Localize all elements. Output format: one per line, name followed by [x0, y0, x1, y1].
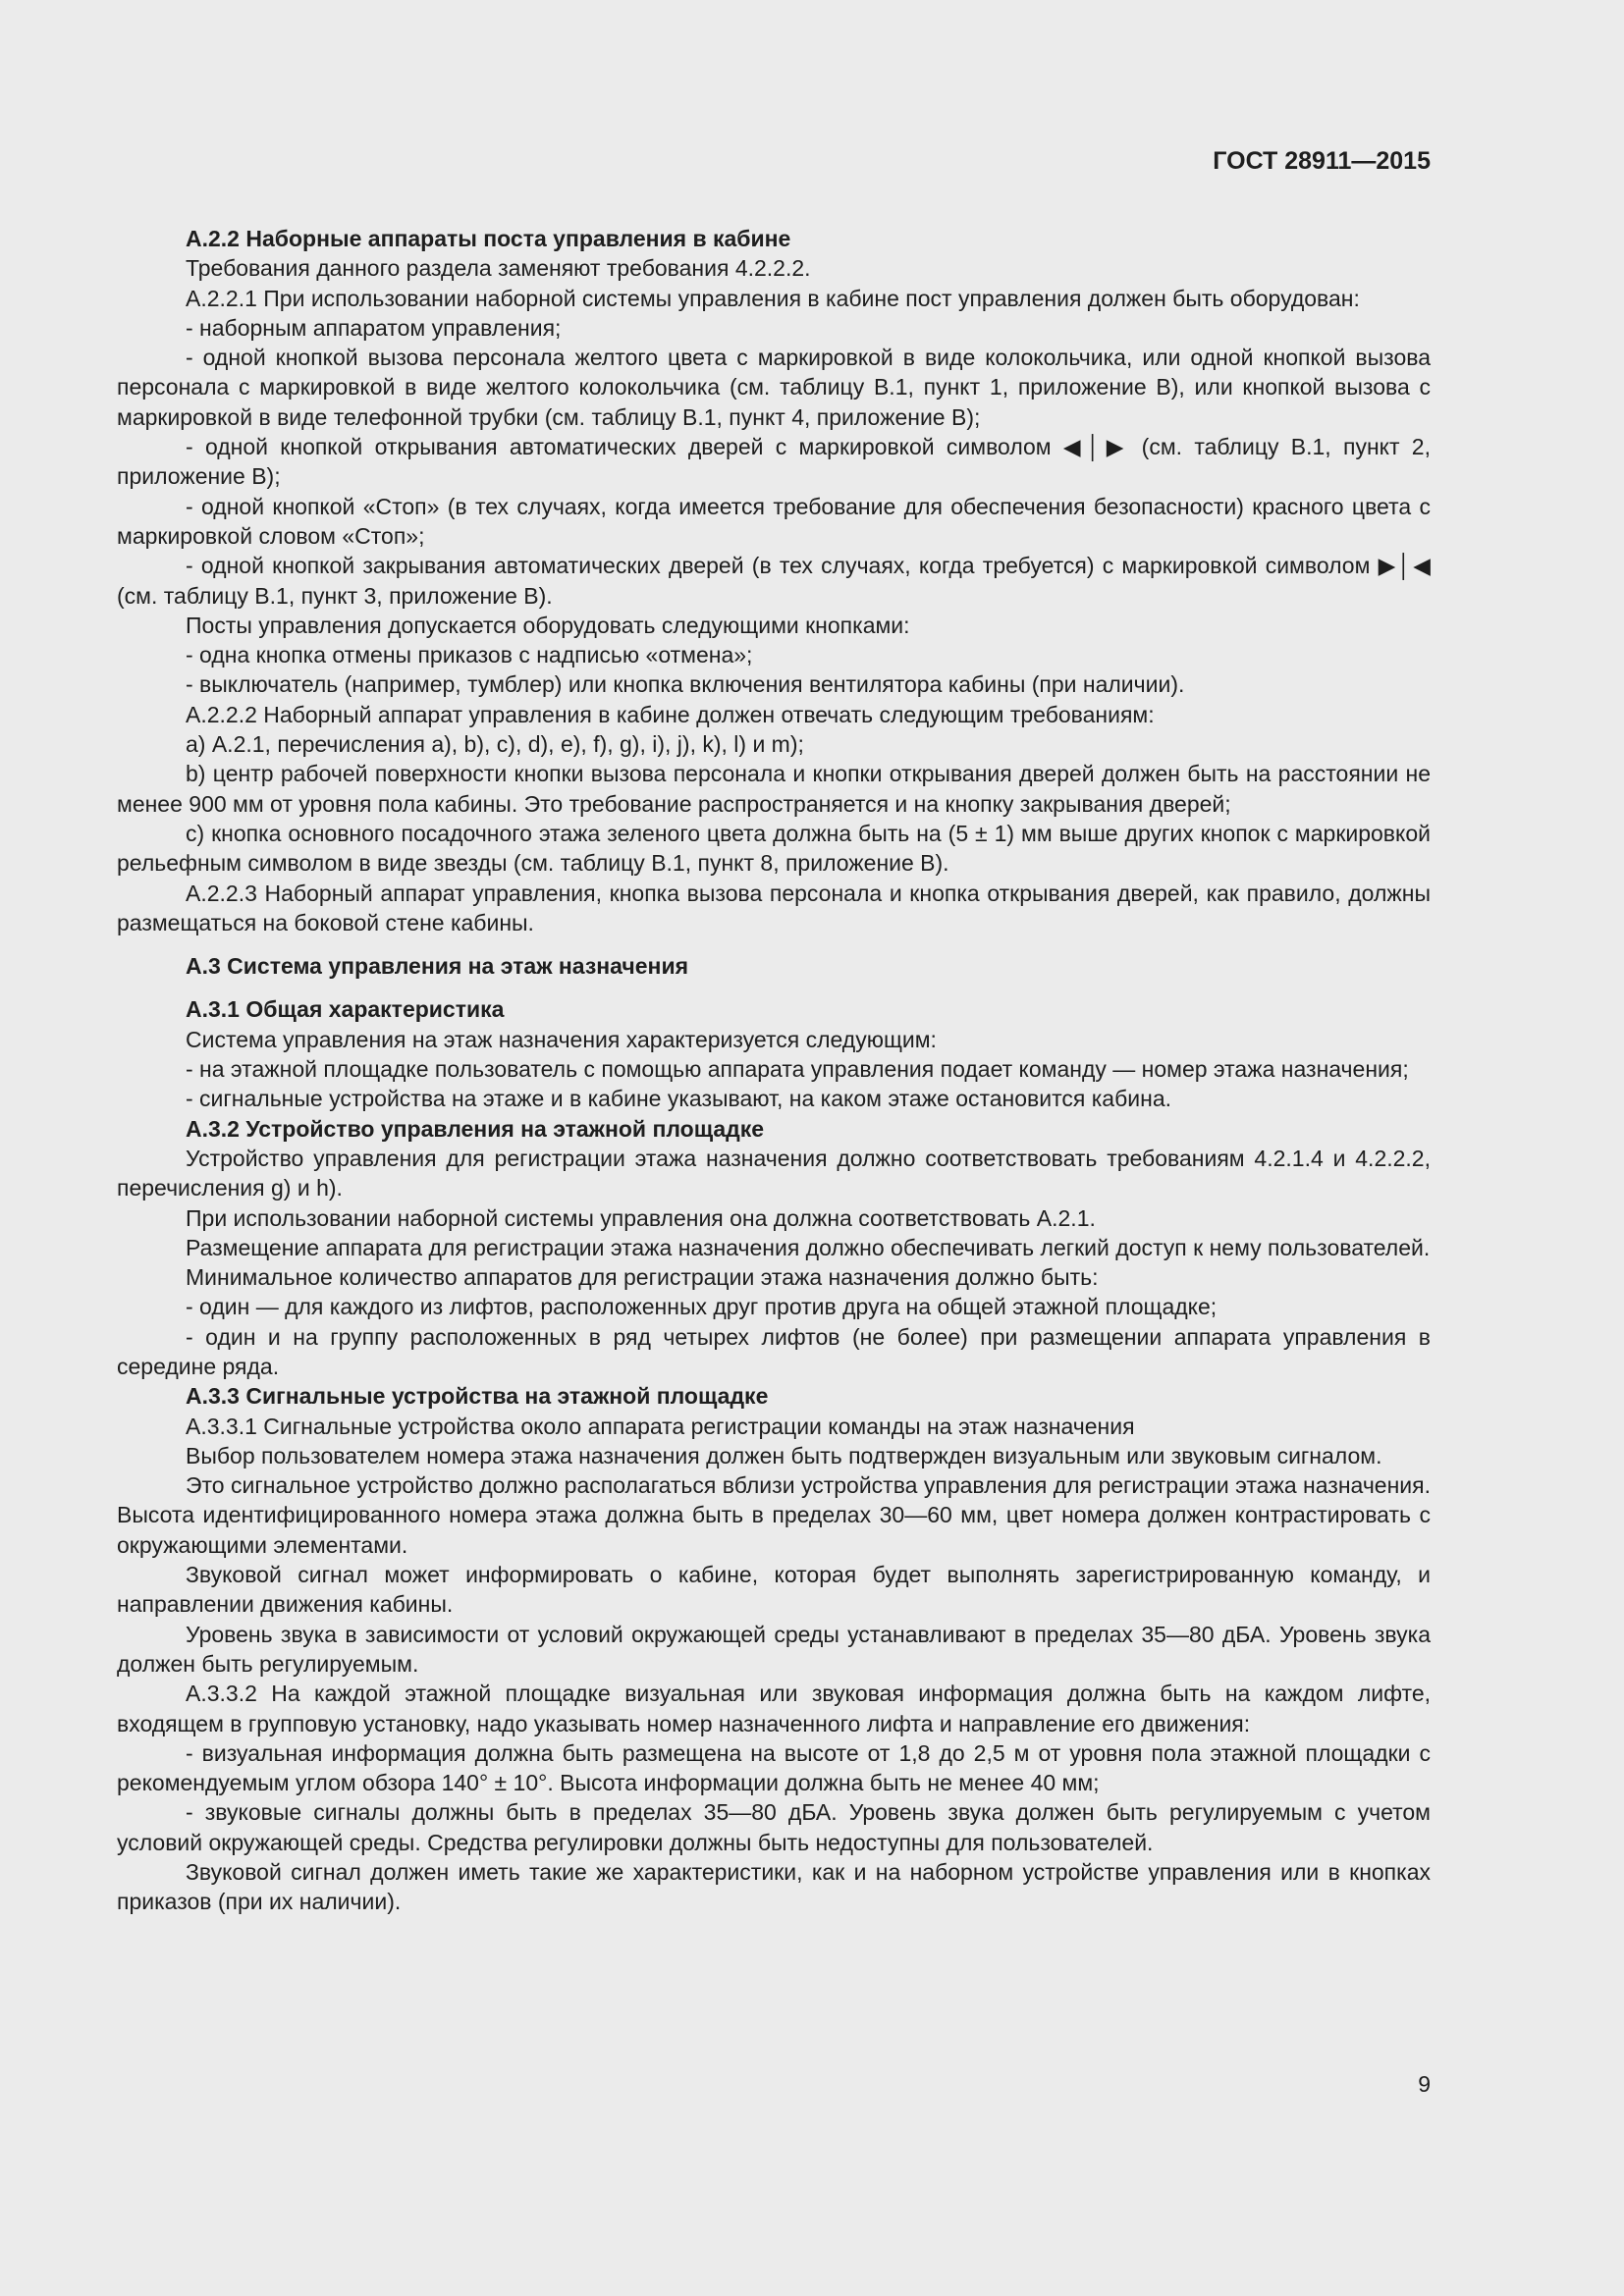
paragraph: Минимальное количество аппаратов для регистрации этажа назначения должно быть:: [186, 1264, 1099, 1291]
paragraph: А.2.2.1 При использовании наборной системы управления в кабине пост управления должен быть оборудован:: [186, 285, 1360, 311]
paragraph: Размещение аппарата для регистрации этажа назначения должно обеспечивать легкий доступ к нему пользователей.: [186, 1234, 1431, 1260]
paragraph: - выключатель (например, тумблер) или кнопка включения вентилятора кабины (при наличии).: [186, 671, 1185, 698]
document-id: ГОСТ 28911—2015: [1213, 147, 1431, 175]
paragraph: Посты управления допускается оборудовать следующими кнопками:: [186, 612, 910, 638]
paragraph: А.2.2.3 Наборный аппарат управления, кнопка вызова персонала и кнопка открывания дверей, как правило, должны размещаться на боковой стене кабины.: [117, 880, 1431, 935]
paragraph: А.3.3.1 Сигнальные устройства около аппарата регистрации команды на этаж назначения: [186, 1413, 1135, 1439]
paragraph: Звуковой сигнал должен иметь такие же характеристики, как и на наборном устройстве управления или в кнопках приказов (при их наличии).: [117, 1859, 1431, 1915]
paragraph: Устройство управления для регистрации этажа назначения должно соответствовать требованиям 4.2.1.4 и 4.2.2.2, перечисления g) и h).: [117, 1145, 1431, 1201]
paragraph: - визуальная информация должна быть размещена на высоте от 1,8 до 2,5 м от уровня пола этажной площадки с рекомендуемым углом обзора 140° ± 10°. Высота информации должна быть не менее 40 мм;: [117, 1739, 1431, 1796]
paragraph: - одной кнопкой вызова персонала желтого цвета с маркировкой в виде колокольчика, или одной кнопкой вызова персонала с маркировкой в виде желтого колокольчика (см. таблицу В.1, пункт 1, приложение В), или кнопкой вызова с маркировкой в виде телефонной трубки (см. таблицу В.1, пункт 4, приложение В);: [117, 345, 1431, 430]
paragraph: Требования данного раздела заменяют требования 4.2.2.2.: [186, 255, 811, 282]
section-heading: А.2.2 Наборные аппараты поста управления в кабине: [186, 226, 791, 251]
paragraph: Звуковой сигнал может информировать о кабине, которая будет выполнять зарегистрированную команду, и направлении движения кабины.: [117, 1562, 1431, 1618]
paragraph: А.2.2.2 Наборный аппарат управления в кабине должен отвечать следующим требованиям:: [186, 701, 1155, 727]
paragraph: При использовании наборной системы управления она должна соответствовать А.2.1.: [186, 1204, 1096, 1231]
section-heading: А.3 Система управления на этаж назначения: [186, 953, 688, 980]
page-number: 9: [1418, 2071, 1431, 2097]
paragraph: - на этажной площадке пользователь с помощью аппарата управления подает команду — номер этажа назначения;: [186, 1056, 1409, 1083]
paragraph: - одна кнопка отмены приказов с надписью «отмена»;: [186, 642, 753, 668]
document-body: [117, 224, 1431, 1917]
section-heading: А.3.2 Устройство управления на этажной площадке: [186, 1115, 765, 1142]
section-heading: А.3.1 Общая характеристика: [186, 996, 505, 1023]
paragraph: - один и на группу расположенных в ряд четырех лифтов (не более) при размещении аппарата управления в середине ряда.: [117, 1323, 1431, 1379]
paragraph: b) центр рабочей поверхности кнопки вызова персонала и кнопки открывания дверей должен быть на расстоянии не менее 900 мм от уровня пола кабины. Это требование распространяется и на кнопку закрывания дверей;: [117, 761, 1431, 817]
paragraph: - звуковые сигналы должны быть в пределах 35—80 дБА. Уровень звука должен быть регулируемым с учетом условий окружающей среды. Средства регулировки должны быть недоступны для пользователей.: [117, 1799, 1431, 1855]
paragraph: с) кнопка основного посадочного этажа зеленого цвета должна быть на (5 ± 1) мм выше других кнопок с маркировкой рельефным символом в виде звезды (см. таблицу В.1, пункт 8, приложение В).: [117, 820, 1431, 877]
paragraph: Уровень звука в зависимости от условий окружающей среды устанавливают в пределах 35—80 дБА. Уровень звука должен быть регулируемым.: [117, 1621, 1431, 1677]
paragraph: Выбор пользователем номера этажа назначения должен быть подтвержден визуальным или звуковым сигналом.: [186, 1442, 1382, 1468]
paragraph: а) А.2.1, перечисления а), b), с), d), е), f), g), i), j), k), l) и m);: [186, 731, 804, 758]
paragraph: Это сигнальное устройство должно располагаться вблизи устройства управления для регистрации этажа назначения. Высота идентифицированного номера этажа должна быть в пределах 30—60 мм, цвет номера должен контрастировать с окружающими элементами.: [117, 1472, 1431, 1558]
paragraph: - сигнальные устройства на этаже и в кабине указывают, на каком этаже остановится кабина.: [186, 1086, 1172, 1112]
paragraph: - одной кнопкой закрывания автоматических дверей (в тех случаях, когда требуется) с маркировкой символом ▶│◀ (см. таблицу В.1, пункт 3, приложение В).: [117, 553, 1431, 609]
section-heading: А.3.3 Сигнальные устройства на этажной площадке: [186, 1383, 769, 1410]
paragraph: - одной кнопкой «Стоп» (в тех случаях, когда имеется требование для обеспечения безопасности) красного цвета с маркировкой словом «Стоп»;: [117, 493, 1431, 549]
paragraph: - наборным аппаратом управления;: [186, 314, 562, 341]
paragraph: А.3.3.2 На каждой этажной площадке визуальная или звуковая информация должна быть на каждом лифте, входящем в групповую установку, надо указывать номер назначенного лифта и направление его движения:: [117, 1681, 1431, 1736]
paragraph: - одной кнопкой открывания автоматических дверей с маркировкой символом ◀│▶ (см. таблицу В.1, пункт 2, приложение В);: [117, 434, 1431, 490]
paragraph: Система управления на этаж назначения характеризуется следующим:: [186, 1026, 937, 1052]
paragraph: - один — для каждого из лифтов, расположенных друг против друга на общей этажной площадке;: [186, 1294, 1218, 1320]
